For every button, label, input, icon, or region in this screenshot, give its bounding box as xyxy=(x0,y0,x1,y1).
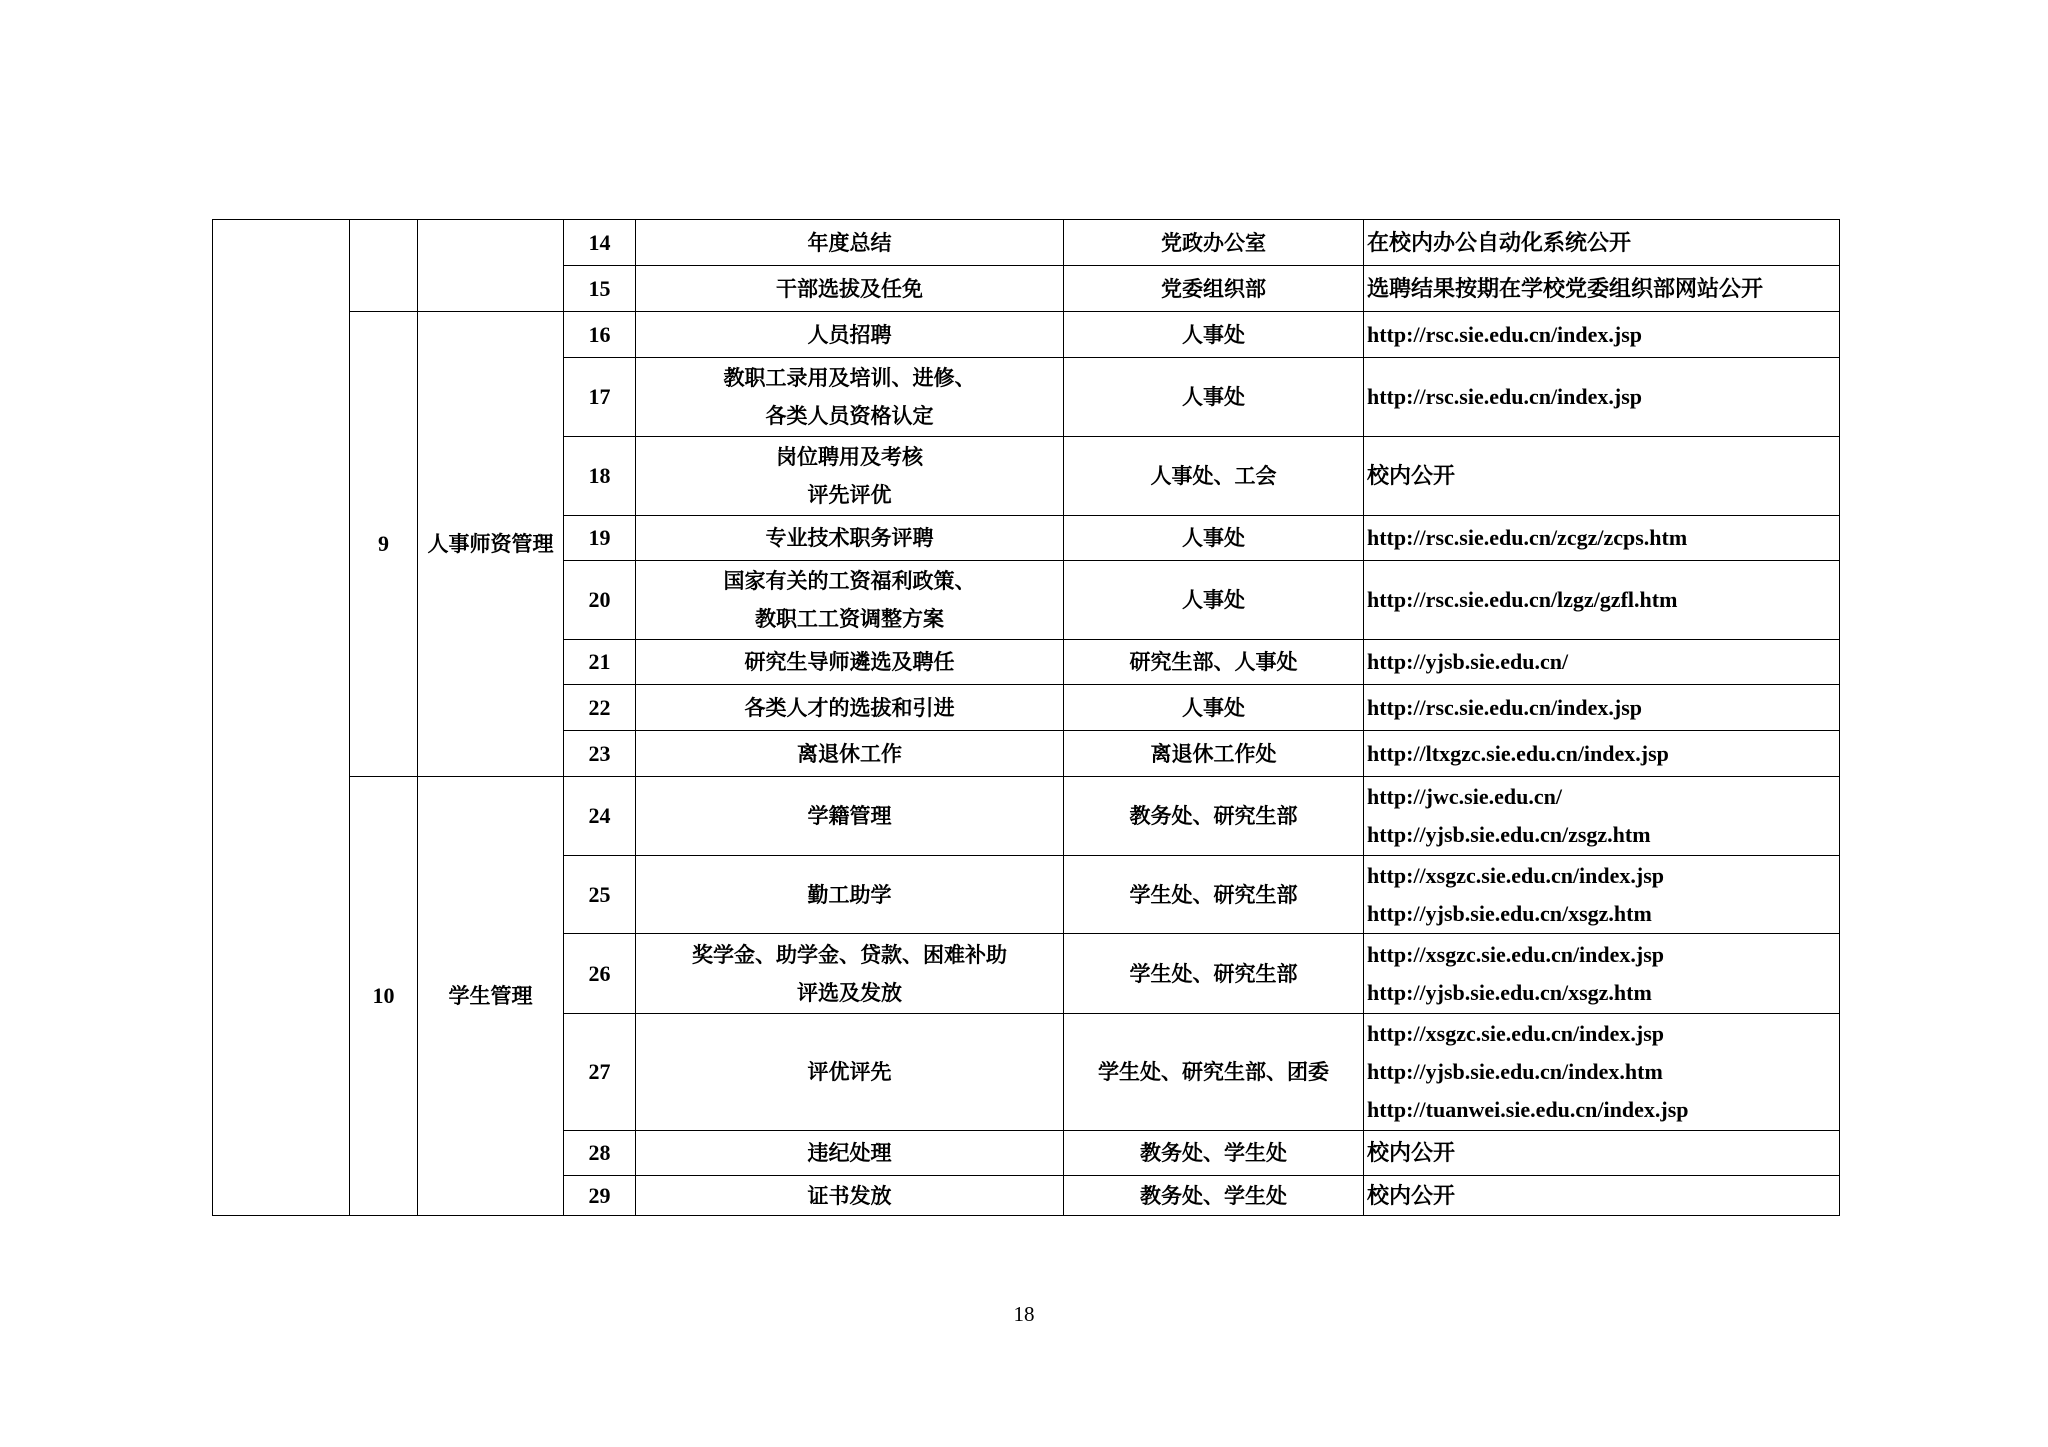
responsible-dept: 学生处、研究生部、团委 xyxy=(1064,1014,1364,1131)
responsible-dept: 党政办公室 xyxy=(1064,220,1364,266)
item-content xyxy=(636,220,1064,266)
disclosure-location xyxy=(1364,777,1840,856)
item-content xyxy=(636,437,1064,516)
location-line: http://yjsb.sie.edu.cn/ xyxy=(1367,649,1569,674)
category-blank-cell xyxy=(213,220,350,1216)
responsible-dept: 学生处、研究生部 xyxy=(1064,856,1364,934)
responsible-dept: 人事处 xyxy=(1064,312,1364,358)
item-content xyxy=(636,516,1064,561)
item-line: 岗位聘用及考核 xyxy=(776,444,923,469)
item-content xyxy=(636,777,1064,856)
item-number: 21 xyxy=(564,640,636,685)
responsible-dept: 人事处、工会 xyxy=(1064,437,1364,516)
table-row xyxy=(213,312,1840,358)
location-line: http://rsc.sie.edu.cn/index.jsp xyxy=(1367,694,1643,720)
responsible-dept: 党委组织部 xyxy=(1064,266,1364,312)
item-content xyxy=(636,266,1064,312)
item-number: 27 xyxy=(564,1014,636,1131)
item-line: 干部选拔及任免 xyxy=(776,275,923,301)
item-content xyxy=(636,731,1064,777)
location-line: 校内公开 xyxy=(1367,1140,1456,1165)
location-line: http://xsgzc.sie.edu.cn/index.jsp xyxy=(1367,1021,1665,1046)
item-line: 学籍管理 xyxy=(807,803,892,828)
item-content xyxy=(636,934,1064,1014)
location-line: http://xsgzc.sie.edu.cn/index.jsp xyxy=(1367,941,1665,967)
item-line: 人员招聘 xyxy=(807,321,892,347)
disclosure-location xyxy=(1364,640,1840,685)
item-line: 评选及发放 xyxy=(797,979,902,1005)
item-content xyxy=(636,1176,1064,1216)
location-line: http://yjsb.sie.edu.cn/xsgz.htm xyxy=(1367,900,1652,926)
item-number: 19 xyxy=(564,516,636,561)
item-content xyxy=(636,640,1064,685)
location-line: http://rsc.sie.edu.cn/index.jsp xyxy=(1367,321,1643,347)
group-category xyxy=(418,220,564,312)
item-content xyxy=(636,1014,1064,1131)
location-line: 选聘结果按期在学校党委组织部网站公开 xyxy=(1367,275,1764,301)
disclosure-location xyxy=(1364,934,1840,1014)
item-line: 勤工助学 xyxy=(807,881,892,907)
responsible-dept: 人事处 xyxy=(1064,516,1364,561)
item-number: 15 xyxy=(564,266,636,312)
location-line: http://xsgzc.sie.edu.cn/index.jsp xyxy=(1367,862,1665,888)
item-line: 年度总结 xyxy=(807,229,892,255)
disclosure-location xyxy=(1364,312,1840,358)
item-content xyxy=(636,312,1064,358)
item-line: 国家有关的工资福利政策、 xyxy=(723,568,976,593)
responsible-dept: 研究生部、人事处 xyxy=(1064,640,1364,685)
location-line: http://rsc.sie.edu.cn/lzgz/gzfl.htm xyxy=(1367,587,1678,612)
item-line: 证书发放 xyxy=(807,1182,892,1208)
group-index: 10 xyxy=(350,777,418,1216)
table-row xyxy=(213,220,1840,266)
group-category: 学生管理 xyxy=(418,777,564,1216)
location-line: http://ltxgzc.sie.edu.cn/index.jsp xyxy=(1367,740,1669,766)
group-index xyxy=(350,220,418,312)
location-line: 校内公开 xyxy=(1367,1182,1456,1208)
item-number: 28 xyxy=(564,1131,636,1176)
responsible-dept: 教务处、学生处 xyxy=(1064,1131,1364,1176)
item-number: 23 xyxy=(564,731,636,777)
responsible-dept: 教务处、研究生部 xyxy=(1064,777,1364,856)
item-content xyxy=(636,561,1064,640)
item-number: 25 xyxy=(564,856,636,934)
item-content xyxy=(636,358,1064,437)
responsible-dept: 人事处 xyxy=(1064,358,1364,437)
item-line: 研究生导师遴选及聘任 xyxy=(744,649,955,674)
responsible-dept: 人事处 xyxy=(1064,561,1364,640)
disclosure-table xyxy=(212,219,1840,1216)
item-line: 奖学金、助学金、贷款、困难补助 xyxy=(692,941,1007,967)
item-number: 14 xyxy=(564,220,636,266)
item-line: 专业技术职务评聘 xyxy=(765,525,934,550)
disclosure-location xyxy=(1364,731,1840,777)
disclosure-location xyxy=(1364,220,1840,266)
group-category: 人事师资管理 xyxy=(418,312,564,777)
item-line: 离退休工作 xyxy=(797,740,902,766)
disclosure-location xyxy=(1364,266,1840,312)
location-line: http://yjsb.sie.edu.cn/zsgz.htm xyxy=(1367,822,1651,847)
item-line: 教职工录用及培训、进修、 xyxy=(723,365,976,390)
item-line: 各类人员资格认定 xyxy=(765,403,934,428)
responsible-dept: 教务处、学生处 xyxy=(1064,1176,1364,1216)
page-number: 18 xyxy=(1013,1302,1035,1326)
location-line: 在校内办公自动化系统公开 xyxy=(1367,229,1632,255)
disclosure-location xyxy=(1364,1014,1840,1131)
responsible-dept: 人事处 xyxy=(1064,685,1364,731)
item-number: 24 xyxy=(564,777,636,856)
group-index: 9 xyxy=(350,312,418,777)
location-line: http://tuanwei.sie.edu.cn/index.jsp xyxy=(1367,1097,1689,1122)
disclosure-location xyxy=(1364,685,1840,731)
disclosure-location xyxy=(1364,561,1840,640)
location-line: 校内公开 xyxy=(1367,463,1456,488)
item-number: 16 xyxy=(564,312,636,358)
responsible-dept: 离退休工作处 xyxy=(1064,731,1364,777)
item-line: 违纪处理 xyxy=(807,1140,892,1165)
location-line: http://yjsb.sie.edu.cn/index.htm xyxy=(1367,1059,1663,1084)
item-number: 20 xyxy=(564,561,636,640)
disclosure-location xyxy=(1364,1131,1840,1176)
item-line: 教职工工资调整方案 xyxy=(755,606,944,631)
table-row xyxy=(213,777,1840,856)
disclosure-location xyxy=(1364,437,1840,516)
disclosure-location xyxy=(1364,1176,1840,1216)
item-line: 评先评优 xyxy=(807,482,892,507)
disclosure-location xyxy=(1364,856,1840,934)
item-line: 评优评先 xyxy=(807,1059,892,1084)
location-line: http://rsc.sie.edu.cn/zcgz/zcps.htm xyxy=(1367,525,1688,550)
item-number: 26 xyxy=(564,934,636,1014)
item-content xyxy=(636,1131,1064,1176)
item-number: 22 xyxy=(564,685,636,731)
item-number: 29 xyxy=(564,1176,636,1216)
item-content xyxy=(636,856,1064,934)
item-number: 17 xyxy=(564,358,636,437)
item-line: 各类人才的选拔和引进 xyxy=(744,694,955,720)
location-line: http://jwc.sie.edu.cn/ xyxy=(1367,784,1562,809)
disclosure-location xyxy=(1364,516,1840,561)
item-number: 18 xyxy=(564,437,636,516)
disclosure-location xyxy=(1364,358,1840,437)
location-line: http://yjsb.sie.edu.cn/xsgz.htm xyxy=(1367,979,1652,1005)
location-line: http://rsc.sie.edu.cn/index.jsp xyxy=(1367,384,1643,409)
responsible-dept: 学生处、研究生部 xyxy=(1064,934,1364,1014)
item-content xyxy=(636,685,1064,731)
